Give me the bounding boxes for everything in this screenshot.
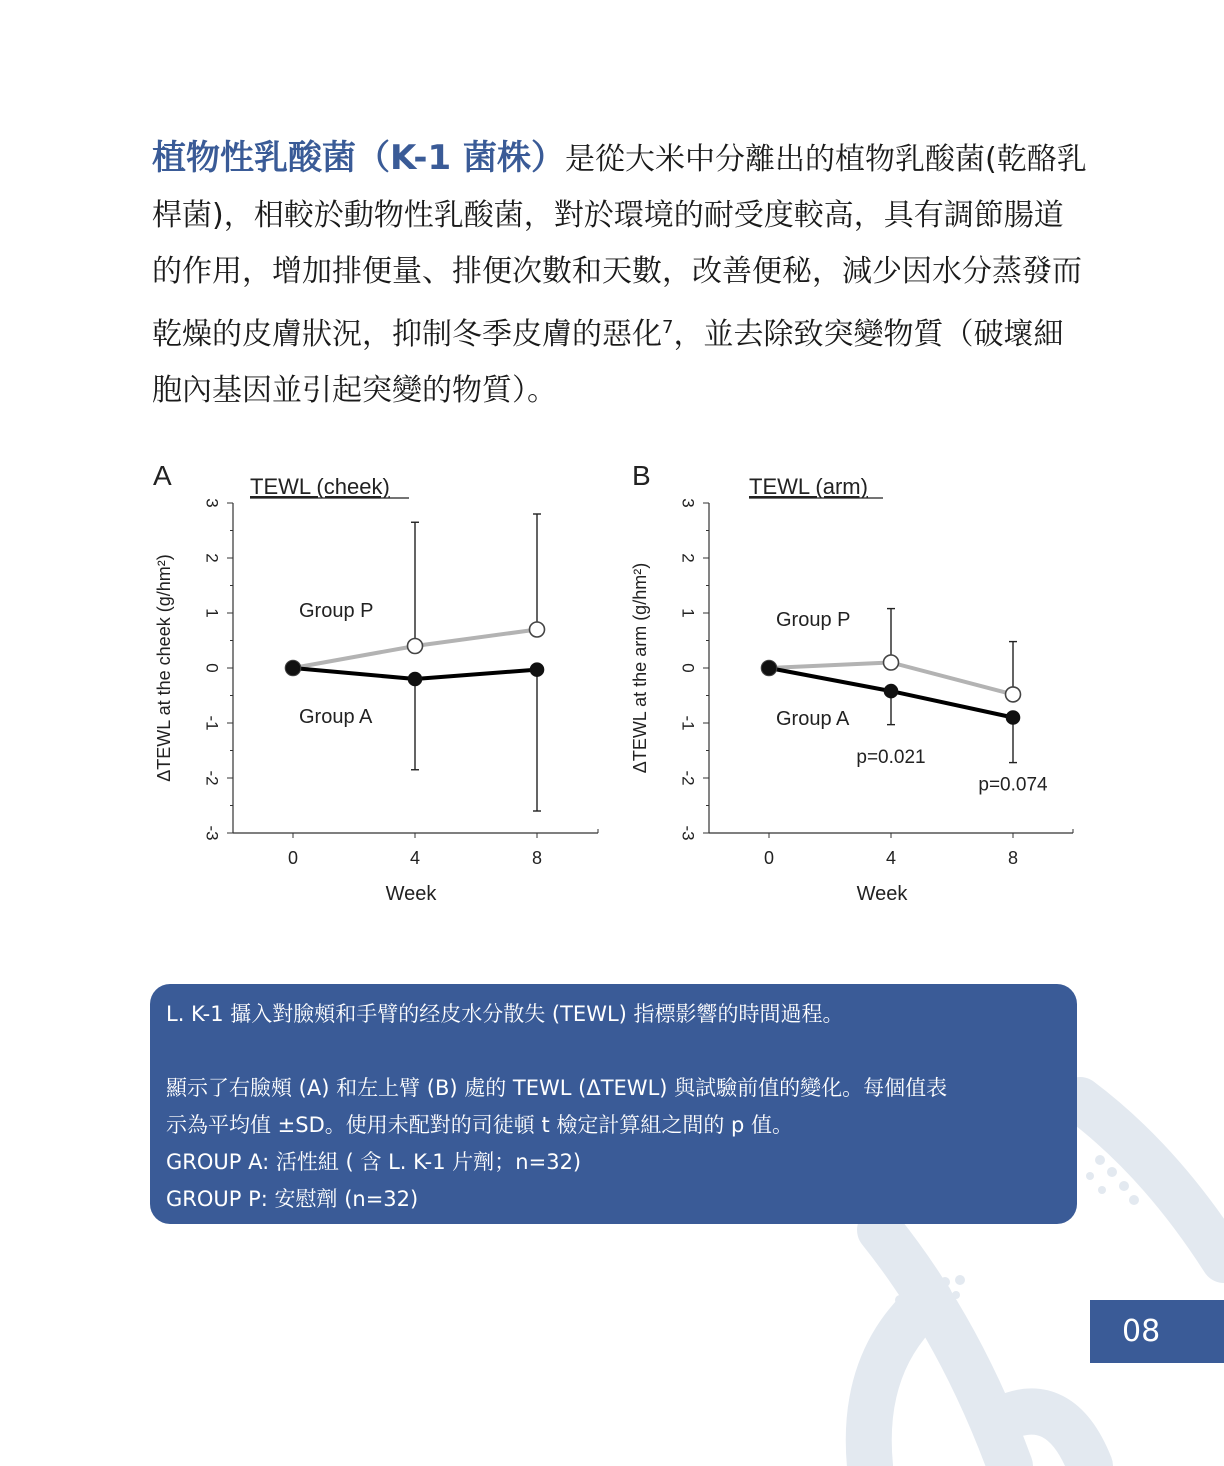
series-label: Group A bbox=[776, 708, 850, 730]
x-tick-label: 0 bbox=[763, 848, 775, 868]
x-tick-label: 4 bbox=[885, 848, 897, 868]
page-number: 08 bbox=[1090, 1300, 1224, 1363]
p-value-annotation: p=0.021 bbox=[856, 747, 926, 768]
y-tick-label: 2 bbox=[202, 553, 222, 563]
y-tick-label: 1 bbox=[202, 608, 222, 618]
y-tick-label: -2 bbox=[678, 770, 698, 786]
p-value-annotation: p=0.074 bbox=[978, 774, 1048, 796]
series-label: Group P bbox=[776, 609, 851, 631]
caption-line: 示為平均值 ±SD。使用未配對的司徒頓 t 檢定計算組之間的 p 值。 bbox=[166, 1113, 794, 1137]
y-axis-label: ΔTEWL at the arm (g/hm²) bbox=[630, 562, 650, 774]
caption-line: 顯示了右臉頰 (A) 和左上臂 (B) 處的 TEWL (ΔTEWL) 與試驗前值的變化。每個值表 bbox=[166, 1076, 948, 1100]
y-tick-label: 0 bbox=[202, 663, 222, 673]
panel-letter: B bbox=[632, 460, 651, 491]
y-tick-label: -3 bbox=[202, 825, 222, 841]
chart-title: TEWL (cheek) bbox=[250, 474, 390, 499]
data-point-group-p bbox=[884, 655, 899, 670]
caption-group-p: GROUP P: 安慰劑 (n=32) bbox=[166, 1187, 419, 1211]
data-point-group-a bbox=[763, 662, 776, 675]
x-axis-label: Week bbox=[385, 883, 437, 905]
y-tick-label: 1 bbox=[678, 608, 698, 618]
intro-text: 是從大米中分離出的植物乳酸菌(乾酪乳桿菌)，相較於動物性乳酸菌，對於環境的耐受度較高，具有調節腸道的作用，增加排便量、排便次數和天數，改善便秘，減少因水分蒸發而乾燥的皮膚狀況，抑制冬季皮膚的惡化 bbox=[152, 142, 1087, 352]
intro-text-end: ，並去除致突變物質（破壞細胞內基因並引起突變的物質）。 bbox=[152, 317, 1064, 408]
data-point-group-a bbox=[885, 685, 898, 698]
caption-group-a: GROUP A: 活性組 ( 含 L. K-1 片劑；n=32) bbox=[166, 1150, 582, 1174]
y-tick-label: -1 bbox=[202, 715, 222, 731]
x-tick-label: 4 bbox=[409, 848, 421, 868]
y-axis-label: ΔTEWL at the cheek (g/hm²) bbox=[154, 554, 174, 782]
data-point-group-a bbox=[1007, 711, 1020, 724]
y-tick-label: -3 bbox=[678, 825, 698, 841]
y-tick-label: 3 bbox=[678, 498, 698, 508]
series-label: Group P bbox=[299, 600, 374, 622]
series-label: Group A bbox=[299, 706, 373, 728]
intro-highlight: 植物性乳酸菌（K-1 菌株） bbox=[152, 138, 565, 178]
data-point-group-p bbox=[1006, 687, 1021, 702]
y-tick-label: 3 bbox=[202, 498, 222, 508]
x-tick-label: 8 bbox=[531, 848, 543, 868]
panel-letter: A bbox=[153, 460, 172, 491]
x-tick-label: 8 bbox=[1007, 848, 1019, 868]
y-tick-label: 0 bbox=[678, 663, 698, 673]
caption-title: L. K-1 攝入對臉頰和手臂的经皮水分散失 (TEWL) 指標影響的時間過程。 bbox=[166, 1002, 844, 1026]
y-tick-label: 2 bbox=[678, 553, 698, 563]
y-tick-label: -1 bbox=[678, 715, 698, 731]
figure-caption bbox=[150, 984, 1077, 1224]
x-axis-label: Week bbox=[856, 883, 908, 905]
chart-title: TEWL (arm) bbox=[749, 474, 868, 499]
y-tick-label: -2 bbox=[202, 770, 222, 786]
x-tick-label: 0 bbox=[287, 848, 299, 868]
reference-number: 7 bbox=[662, 317, 674, 338]
